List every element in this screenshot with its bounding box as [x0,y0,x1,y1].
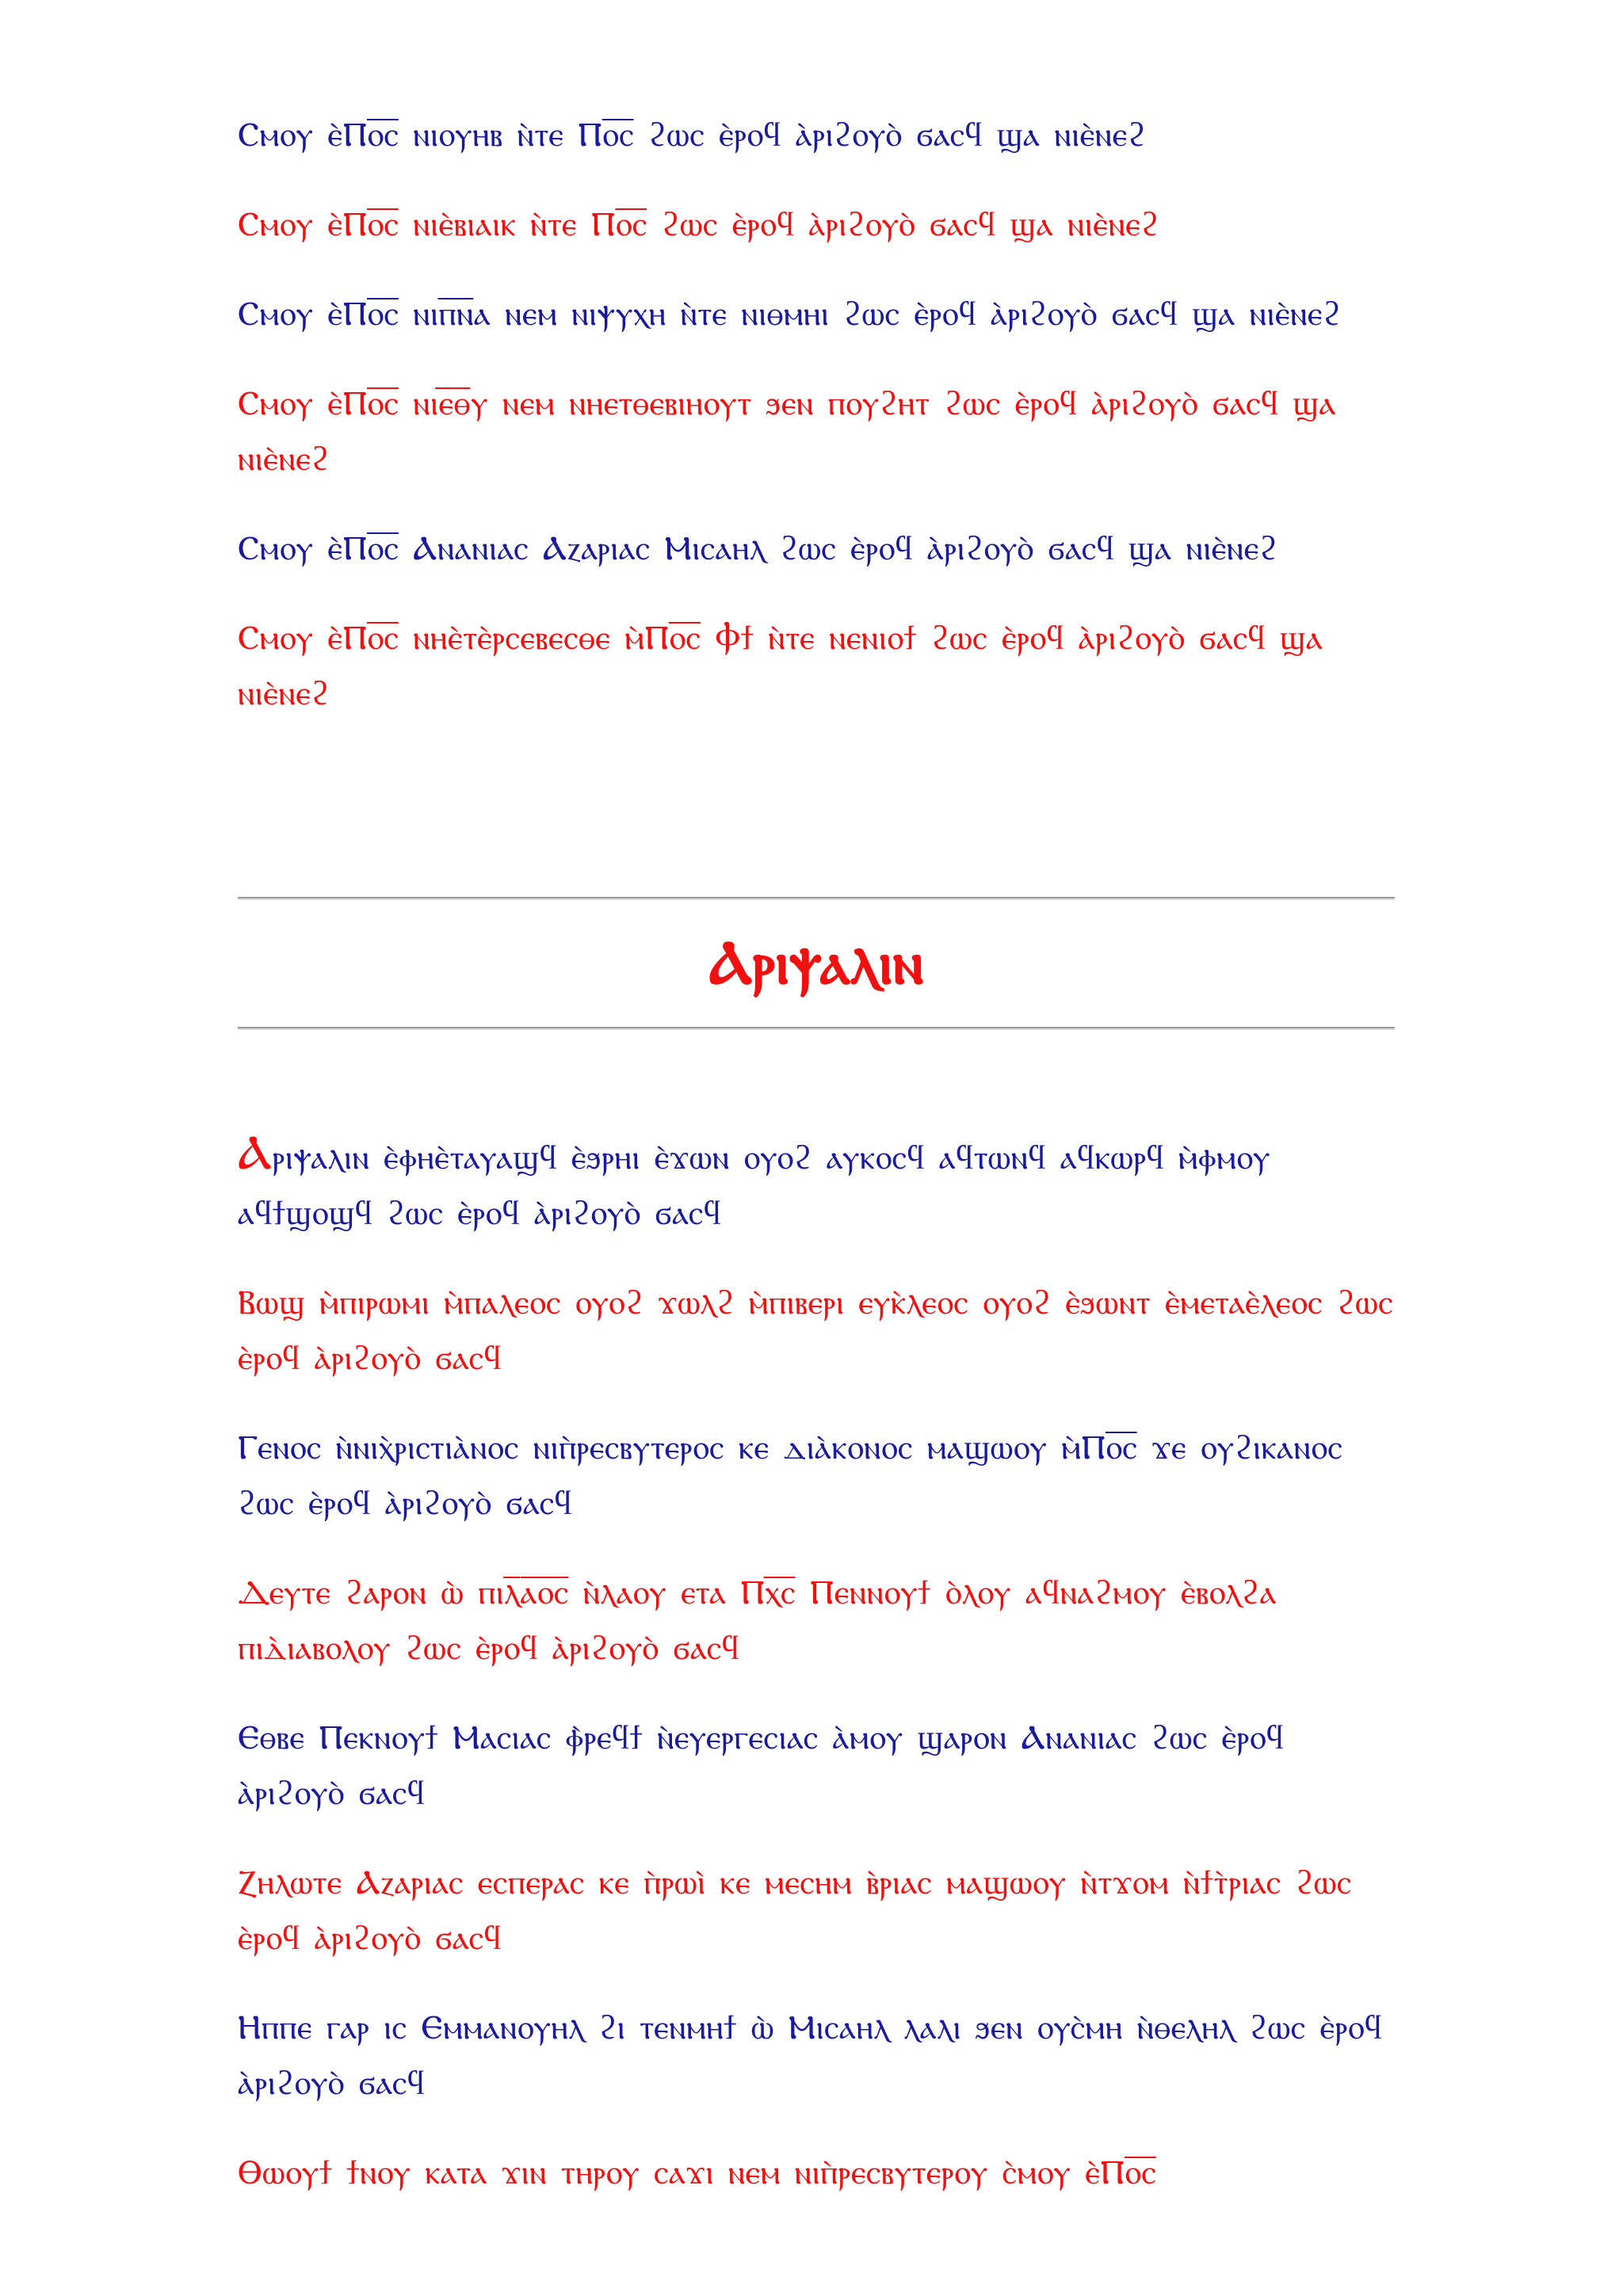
verse [238,1125,1395,1241]
verse-section-1 [238,107,1395,755]
verse: Ⲥⲙⲟⲩ ⲉ̀Ⲡⲟ̅ⲥ̅ Ⲁⲛⲁⲛⲓⲁⲥ Ⲁⲍⲁⲣⲓⲁⲥ Ⲙⲓⲥⲁⲏⲗ ϩⲱⲥ ⲉ̀ⲣⲟϥ ⲁ̀ⲣⲓϩⲟⲩⲟ̀ ϭⲁⲥϥ ϣⲁ ⲛⲓⲉ̀ⲛⲉϩ [238,528,1278,567]
verse: Ⲥⲙⲟⲩ ⲉ̀Ⲡⲟ̅ⲥ̅ ⲛⲓⲉ̀ⲃⲓⲁⲓⲕ ⲛ̀ⲧⲉ Ⲡⲟ̅ⲥ̅ ϩⲱⲥ ⲉ̀ⲣⲟϥ ⲁ̀ⲣⲓϩⲟⲩⲟ̀ ϭⲁⲥϥ ϣⲁ ⲛⲓⲉ̀ⲛⲉϩ [238,204,1159,243]
verse-text: ⲣⲓⲯⲁⲗⲓⲛ ⲉ̀ⲫⲏⲉ̀ⲧⲁⲩⲁϣϥ ⲉ̀ϧⲣⲏⲓ ⲉ̀ϫⲱⲛ ⲟⲩⲟϩ ⲁⲩⲕⲟⲥϥ ⲁϥⲧⲱⲛϥ ⲁϥⲕⲱⲣϥ ⲙ̀ⲫⲙⲟⲩ ⲁϥϯϣⲟϣϥ ϩⲱⲥ ⲉ̀ⲣⲟϥ ⲁ̀ⲣⲓϩⲟⲩⲟ̀ ϭⲁⲥϥ [238,1138,1271,1232]
verse-section-2 [238,1125,1395,2234]
initial-letter: Ⲁ [238,1125,273,1180]
verse: Ⲏⲡⲡⲉ ⲅⲁⲣ ⲓⲥ Ⲉⲙⲙⲁⲛⲟⲩⲏⲗ ϩⲓ ⲧⲉⲛⲙⲏϯ ⲱ̀ Ⲙⲓⲥⲁⲏⲗ ⲗⲁⲗⲓ ϧⲉⲛ ⲟⲩⲥ̀ⲙⲏ ⲛ̀ⲑⲉⲗⲏⲗ ϩⲱⲥ ⲉ̀ⲣⲟϥ ⲁ̀ⲣⲓϩⲟⲩⲟ̀ ϭⲁⲥϥ [238,2008,1383,2102]
verse: Ⲃⲱϣ ⲙ̀ⲡⲓⲣⲱⲙⲓ ⲙ̀ⲡⲁⲗⲉⲟⲥ ⲟⲩⲟϩ ϫⲱⲗϩ ⲙ̀ⲡⲓⲃⲉⲣⲓ ⲉⲩⲕ̀ⲗⲉⲟⲥ ⲟⲩⲟϩ ⲉ̀ϧⲱⲛⲧ ⲉ̀ⲙⲉⲧⲁⲉ̀ⲗⲉⲟⲥ ϩⲱⲥ ⲉ̀ⲣⲟϥ ⲁ̀ⲣⲓϩⲟⲩⲟ̀ ϭⲁⲥϥ [238,1283,1394,1377]
horizontal-rule-bottom [238,1027,1395,1030]
verse: Ⲍⲏⲗⲱⲧⲉ Ⲁⲍⲁⲣⲓⲁⲥ ⲉⲥⲡⲉⲣⲁⲥ ⲕⲉ ⲡ̀ⲣⲱⲓ̀ ⲕⲉ ⲙⲉⲥⲏⲙ ⲃ̀ⲣⲓⲁⲥ ⲙⲁϣⲱⲟⲩ ⲛ̀ⲧϫⲟⲙ ⲛ̀ϯⲧ̀ⲣⲓⲁⲥ ϩⲱⲥ ⲉ̀ⲣⲟϥ ⲁ̀ⲣⲓϩⲟⲩⲟ̀ ϭⲁⲥϥ [238,1863,1352,1957]
verse: Ⲥⲙⲟⲩ ⲉ̀Ⲡⲟ̅ⲥ̅ ⲛⲏⲉ̀ⲧⲉ̀ⲣⲥⲉⲃⲉⲥⲑⲉ ⲙ̀Ⲡⲟ̅ⲥ̅ Ⲫϯ ⲛ̀ⲧⲉ ⲛⲉⲛⲓⲟϯ ϩⲱⲥ ⲉ̀ⲣⲟϥ ⲁ̀ⲣⲓϩⲟⲩⲟ̀ ϭⲁⲥϥ ϣⲁ ⲛⲓⲉ̀ⲛⲉϩ [238,618,1323,712]
verse: Ⲅⲉⲛⲟⲥ ⲛ̀ⲛⲓⲭ̀ⲣⲓⲥⲧⲓⲁ̀ⲛⲟⲥ ⲛⲓⲡ̀ⲣⲉⲥⲃⲩⲧⲉⲣⲟⲥ ⲕⲉ ⲇⲓⲁ̀ⲕⲟⲛⲟⲥ ⲙⲁϣⲱⲟⲩ ⲙ̀Ⲡⲟ̅ⲥ̅ ϫⲉ ⲟⲩϩⲓⲕⲁⲛⲟⲥ ϩⲱⲥ ⲉ̀ⲣⲟϥ ⲁ̀ⲣⲓϩⲟⲩⲟ̀ ϭⲁⲥϥ [238,1428,1343,1522]
verse: Ⲥⲙⲟⲩ ⲉ̀Ⲡⲟ̅ⲥ̅ ⲛⲓⲉ̅ⲑ̅ⲩ ⲛⲉⲙ ⲛⲏⲉⲧⲑⲉⲃⲓⲏⲟⲩⲧ ϧⲉⲛ ⲡⲟⲩϩⲏⲧ ϩⲱⲥ ⲉ̀ⲣⲟϥ ⲁ̀ⲣⲓϩⲟⲩⲟ̀ ϭⲁⲥϥ ϣⲁ ⲛⲓⲉ̀ⲛⲉϩ [238,383,1337,478]
verse: Ⲇⲉⲩⲧⲉ ϩⲁⲣⲟⲛ ⲱ̀ ⲡⲓⲗ̅ⲁ̅ⲟ̅ⲥ̅ ⲛ̀ⲗⲁⲟⲩ ⲉⲧⲁ Ⲡⲭ̅ⲥ̅ Ⲡⲉⲛⲛⲟⲩϯ ⲟ̀ⲗⲟⲩ ⲁϥⲛⲁϩⲙⲟⲩ ⲉ̀ⲃⲟⲗϩⲁ ⲡⲓⲇ̀ⲓⲁⲃⲟⲗⲟⲩ ϩⲱⲥ ⲉ̀ⲣⲟϥ ⲁ̀ⲣⲓϩⲟⲩⲟ̀ ϭⲁⲥϥ [238,1573,1277,1667]
verse: Ⲥⲙⲟⲩ ⲉ̀Ⲡⲟ̅ⲥ̅ ⲛⲓⲟⲩⲏⲃ ⲛ̀ⲧⲉ Ⲡⲟ̅ⲥ̅ ϩⲱⲥ ⲉ̀ⲣⲟϥ ⲁ̀ⲣⲓϩⲟⲩⲟ̀ ϭⲁⲥϥ ϣⲁ ⲛⲓⲉ̀ⲛⲉϩ [238,115,1146,154]
section-heading: Ⲁⲣⲓⲯⲁⲗⲓⲛ [708,927,924,997]
horizontal-rule-top [238,897,1395,900]
verse: Ⲥⲙⲟⲩ ⲉ̀Ⲡⲟ̅ⲥ̅ ⲛⲓⲡ̅ⲛ̅ⲁ ⲛⲉⲙ ⲛⲓⲯⲩⲭⲏ ⲛ̀ⲧⲉ ⲛⲓⲑⲙⲏⲓ ϩⲱⲥ ⲉ̀ⲣⲟϥ ⲁ̀ⲣⲓϩⲟⲩⲟ̀ ϭⲁⲥϥ ϣⲁ ⲛⲓⲉ̀ⲛⲉϩ [238,294,1342,333]
verse: Ⲉⲑⲃⲉ Ⲡⲉⲕⲛⲟⲩϯ Ⲙⲁⲥⲓⲁⲥ ⲫ̀ⲣⲉϥϯ ⲛ̀ⲉⲩⲉⲣⲅⲉⲥⲓⲁⲥ ⲁ̀ⲙⲟⲩ ϣⲁⲣⲟⲛ Ⲁⲛⲁⲛⲓⲁⲥ ϩⲱⲥ ⲉ̀ⲣⲟϥ ⲁ̀ⲣⲓϩⲟⲩⲟ̀ ϭⲁⲥϥ [238,1718,1285,1812]
verse: Ⲑⲱⲟⲩϯ ϯⲛⲟⲩ ⲕⲁⲧⲁ ϫⲓⲛ ⲧⲏⲣⲟⲩ ⲥⲁϫⲓ ⲛⲉⲙ ⲛⲓⲡ̀ⲣⲉⲥⲃⲩⲧⲉⲣⲟⲩ ⲥ̀ⲙⲟⲩ ⲉ̀Ⲡⲟ̅ⲥ̅ [238,2153,1157,2191]
